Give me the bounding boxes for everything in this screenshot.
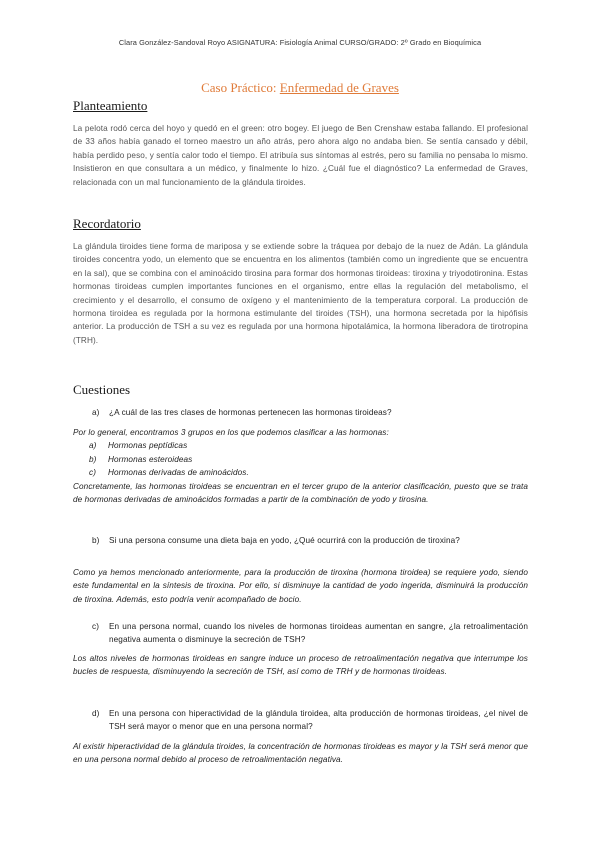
list-item: c) Hormonas derivadas de aminoácidos. <box>89 468 249 478</box>
recordatorio-heading: Recordatorio <box>73 216 141 231</box>
page-header: Clara González-Sandoval Royo ASIGNATURA: Fisiología Animal CURSO/GRADO: 2º Grado en Bioquímica <box>118 38 482 47</box>
title-prefix: Caso Práctico: <box>201 80 280 95</box>
cuestiones-heading: Cuestiones <box>73 382 131 397</box>
answer-c: Los altos niveles de hormonas tiroideas en sangre induce un proceso de retroalimentación negativa que interrumpe los bucles de respuesta, disminuyendo la secreción de TSH, así como de TRH y de hormonas tiroideas. <box>73 654 528 677</box>
planteamiento-text: La pelota rodó cerca del hoyo y quedó en el green: otro bogey. El juego de Ben Crenshaw estaba fallando. El profesional de 33 años había ganado el torneo maestro un año atrás, pero ahora algo no andaba bien. Se sentía cansado y débil, había perdido peso, y sentía calor todo el tiempo. El atribuía sus síntomas al estrés, pero su familia no pensaba lo mismo. Insistieron en que consultara a un médico, y finalmente lo hizo. ¿Cuál fue el diagnóstico? La enfermedad de Graves, relacionada con un mal funcionamiento de la glándula tiroides. <box>73 124 528 187</box>
question-d-letter: d) <box>92 709 100 718</box>
answer-a-conclusion: Concretamente, las hormonas tiroideas se encuentran en el tercer grupo de la anterior clasificación, puesto que se trata de hormonas derivadas de aminoácidos formadas a partir de la combinación de yodo y tirosina. <box>73 481 528 505</box>
title-link[interactable]: Enfermedad de Graves <box>279 80 399 95</box>
answer-b: Como ya hemos mencionado anteriormente, para la producción de tiroxina (hormona tiroidea) se requiere yodo, siendo este fundamental en la síntesis de tiroxina. Por ello, si disminuye la cantidad de yodo ingerida, disminuirá la producción de tiroxina. Además, esto podría venir acompañado de bocio. <box>73 568 528 604</box>
question-c <box>92 620 528 647</box>
answer-d: Al existir hiperactividad de la glándula tiroides, la concentración de hormonas tiroideas es mayor y la TSH será menor que en una persona normal debido al proceso de retroalimentación negativa. <box>73 742 528 765</box>
list-item: b) Hormonas esteroideas <box>89 454 193 464</box>
page-title <box>0 80 600 96</box>
question-d-text: En una persona con hiperactividad de la glándula tiroidea, alta producción de hormonas tiroideas, ¿el nivel de TSH será mayor o menor que en una persona normal? <box>109 709 528 732</box>
question-c-letter: c) <box>92 622 100 631</box>
question-a-letter: a) <box>92 408 100 417</box>
question-c-text: En una persona normal, cuando los niveles de hormonas tiroideas aumentan en sangre, ¿la retroalimentación negativa aumenta o disminuye la secreción de TSH? <box>109 622 528 645</box>
question-b-letter: b) <box>92 536 100 545</box>
question-b <box>92 534 528 547</box>
hormone-class-list <box>73 439 528 479</box>
answer-a <box>73 426 528 506</box>
list-item: a) Hormonas peptídicas <box>89 441 188 451</box>
question-a-text: ¿A cuál de las tres clases de hormonas pertenecen las hormonas tiroideas? <box>109 408 392 417</box>
question-a <box>92 406 528 419</box>
recordatorio-text: La glándula tiroides tiene forma de mariposa y se extiende sobre la tráquea por debajo de la nuez de Adán. La glándula tiroides concentra yodo, un elemento que se encuentra en los alimentos (también como un ingrediente que se encuentra en la sal), que se combina con el aminoácido tirosina para formar dos hormonas tiroideas: tiroxina y triyodotironina. Estas hormonas tiroideas cumplen importantes funciones en el organismo, entre ellas la regulación del metabolismo, el crecimiento y el desarrollo, el consumo de oxígeno y el mantenimiento de la temperatura corporal. La producción de hormona tiroidea es regulada por la hormona estimulante del tiroides (TSH), una hormona secretada por la hipófisis anterior. La producción de TSH a su vez es regulada por una hormona hipotalámica, la hormona liberadora de tirotropina (TRH). <box>73 242 528 345</box>
answer-a-intro: Por lo general, encontramos 3 grupos en los que podemos clasificar a las hormonas: <box>73 428 389 437</box>
planteamiento-heading: Planteamiento <box>73 98 148 113</box>
question-d <box>92 707 528 734</box>
question-b-text: Si una persona consume una dieta baja en yodo, ¿Qué ocurrirá con la producción de tiroxina? <box>109 536 460 545</box>
